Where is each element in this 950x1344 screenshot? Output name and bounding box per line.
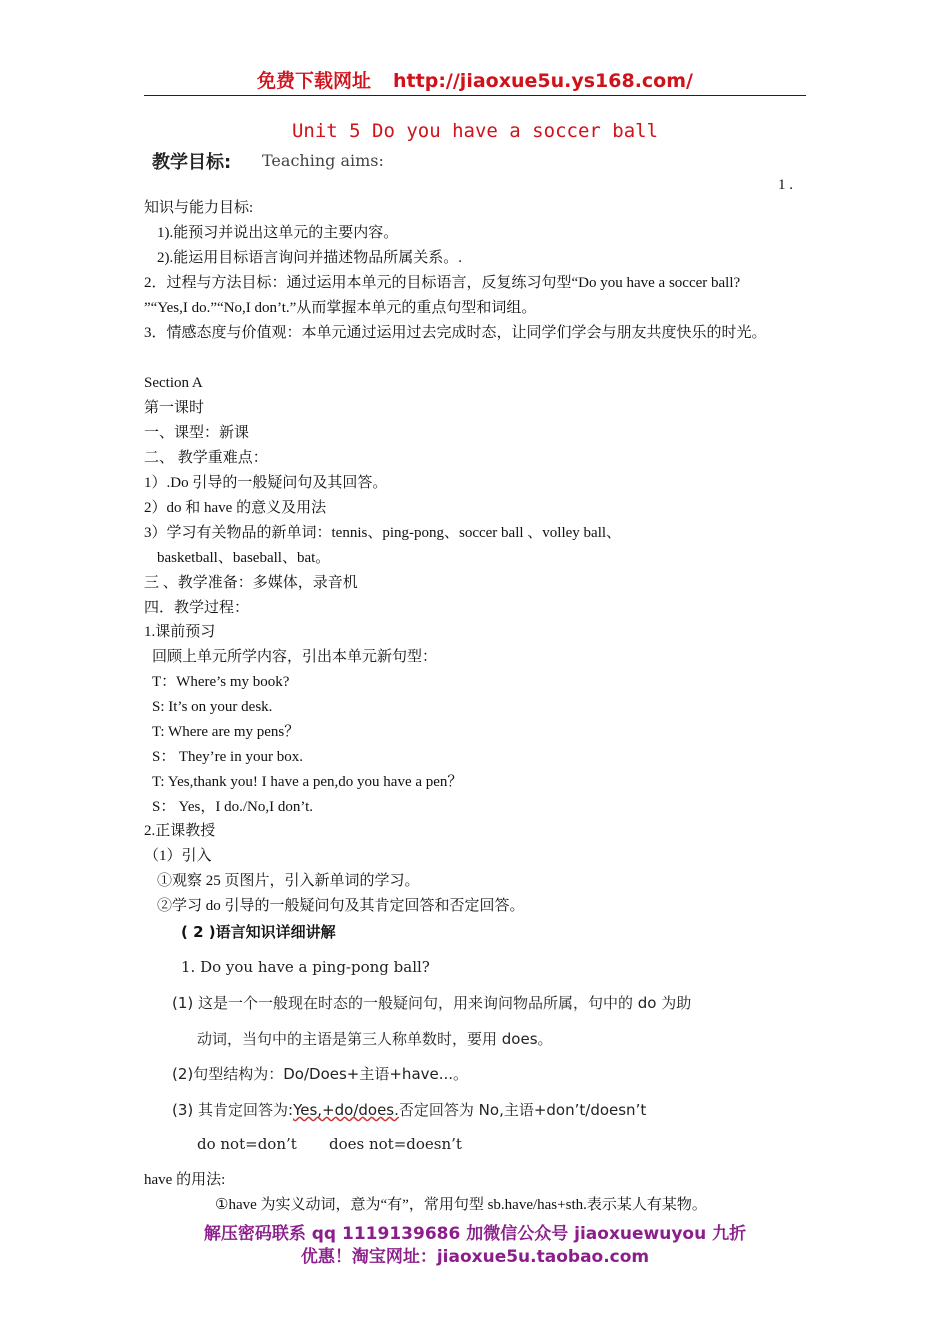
teaching-step-1: ①观察 25 页图片，引入新单词的学习。 (157, 873, 420, 889)
header-url[interactable]: http://jiaoxue5u.ys168.com/ (393, 70, 693, 92)
process-title: 四．教学过程： (144, 600, 250, 616)
have-usage-title: have 的用法: (144, 1172, 226, 1188)
question-1-text: 1. Do you have a ping-pong ball? (181, 958, 430, 976)
dialogue-line: S: It’s on your desk. (152, 699, 273, 715)
keypoint-2: 2）do 和 have 的意义及用法 (144, 500, 327, 516)
knowledge-title: 知识与能力目标: (144, 200, 254, 216)
point-3-wavy: Yes,+do/does. (293, 1101, 399, 1119)
keypoint-3-line2: basketball、baseball、bat。 (157, 550, 331, 566)
dialogue-line: T: Where are my pens？ (152, 724, 300, 740)
point-1-line1: (1) 这是一个一般现在时态的一般疑问句，用来询问物品所属，句中的 do 为助 (172, 994, 692, 1012)
page-title: Unit 5 Do you have a soccer ball (291, 120, 659, 142)
teaching-step-2: ②学习 do 引导的一般疑问句及其肯定回答和否定回答。 (157, 898, 525, 914)
method-goal-line1: 2．过程与方法目标：通过运用本单元的目标语言，反复练习句型“Do you have a soccer ball? (144, 275, 741, 291)
period: 第一课时 (144, 400, 205, 416)
preview-title: 1.课前预习 (144, 624, 216, 640)
question-1 (181, 958, 430, 976)
header-rule (144, 95, 806, 96)
section-name: Section A (144, 375, 203, 391)
teaching-sub2: ( 2 )语言知识详细讲解 (181, 923, 336, 941)
knowledge-item-2: 2).能运用目标语言询问并描述物品所属关系。. (157, 250, 462, 266)
contraction-2: does not=doesn’t (329, 1135, 462, 1153)
keypoint-1: 1）.Do 引导的一般疑问句及其回答。 (144, 475, 388, 491)
teaching-title: 2.正课教授 (144, 823, 216, 839)
preview-intro: 回顾上单元所学内容，引出本单元新句型： (152, 649, 438, 665)
point-1-line2: 动词，当句中的主语是第三人称单数时，要用 does。 (197, 1030, 553, 1048)
lesson-type: 一、课型：新课 (144, 425, 250, 441)
method-goal-line2: ”“Yes,I do.”“No,I don’t.”从而掌握本单元的重点句型和词组。 (144, 300, 537, 316)
dialogue-line: T: Yes,thank you! I have a pen,do you have a pen？ (152, 774, 463, 790)
keypoints-title: 二、 教学重难点： (144, 450, 268, 466)
point-3-suffix: 否定回答为 No,主语+don’t/doesn’t (398, 1101, 647, 1119)
keypoint-3-line1: 3）学习有关物品的新单词：tennis、ping-pong、soccer ball 、volley ball、 (144, 525, 622, 541)
aims-number: 1 . (778, 177, 793, 193)
dialogue-line: T：Where’s my book? (152, 674, 290, 690)
footer-line-2: 优惠！淘宝网址：jiaoxue5u.taobao.com (300, 1247, 650, 1267)
preparation: 三 、教学准备：多媒体，录音机 (144, 575, 358, 591)
point-2: (2)句型结构为：Do/Does+主语+have...。 (172, 1065, 469, 1083)
point-3-prefix: (3) 其肯定回答为: (172, 1101, 294, 1119)
contraction-1: do not=don’t (197, 1135, 297, 1153)
knowledge-item-1: 1).能预习并说出这单元的主要内容。 (157, 225, 399, 241)
emotion-goal: 3．情感态度与价值观：本单元通过运用过去完成时态，让同学们学会与朋友共度快乐的时光。 (144, 325, 767, 341)
aims-english: Teaching aims: (262, 151, 384, 170)
dialogue-line: S： They’re in your box. (152, 749, 303, 765)
dialogue-line: S： Yes，I do./No,I don’t. (152, 799, 313, 815)
point-3 (172, 1099, 646, 1120)
page-header (0, 66, 950, 93)
footer-line-1: 解压密码联系 qq 1119139686 加微信公众号 jiaoxuewuyou 九折 (203, 1224, 747, 1244)
have-usage-item-1: ①have 为实义动词，意为“有”，常用句型 sb.have/has+sth.表示某人有某物。 (215, 1197, 707, 1213)
header-prefix: 免费下载网址 (257, 70, 372, 92)
teaching-sub1: （1）引入 (144, 848, 212, 864)
aims-heading: 教学目标: (152, 152, 232, 173)
